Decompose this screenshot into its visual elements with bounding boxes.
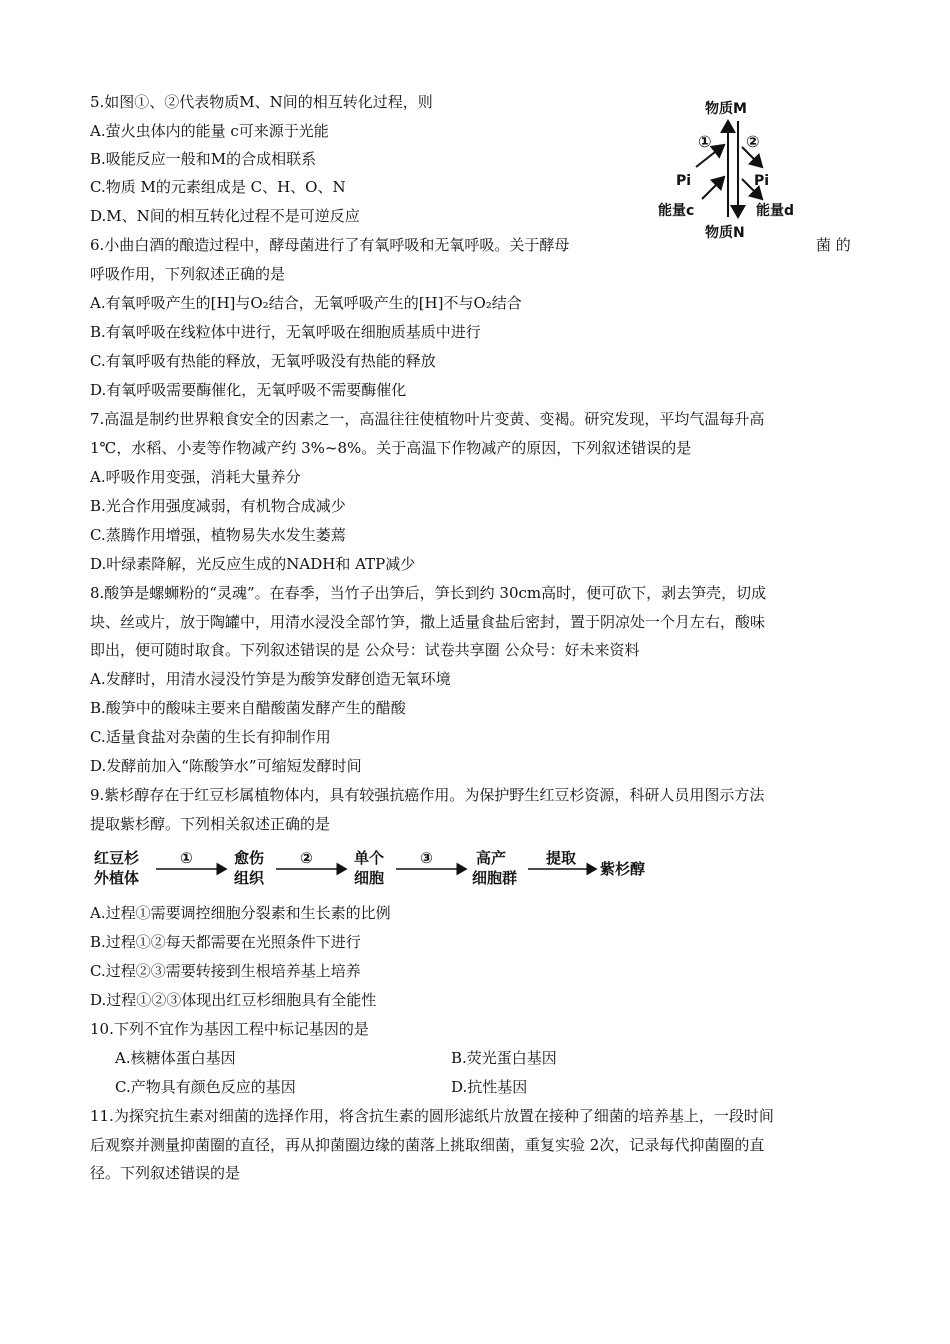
- q6-stem-line1-left: 6.小曲白酒的酿造过程中，酵母菌进行了有氧呼吸和无氧呼吸。关于酵母: [90, 236, 570, 254]
- flow-node-2b: 组织: [234, 869, 265, 887]
- q8-stem-line1: 8.酸笋是螺蛳粉的“灵魂”。在春季，当竹子出笋后，笋长到约 30cm高时，便可砍下，剥去笋壳，切成: [90, 584, 767, 602]
- q10-stem: 10.下列不宜作为基因工程中标记基因的是: [90, 1020, 369, 1038]
- fig-label-1: ①: [698, 132, 712, 151]
- q8-option-d: D.发酵前加入“陈酸笋水”可缩短发酵时间: [90, 757, 362, 775]
- q9-option-c: C.过程②③需要转接到生根培养基上培养: [90, 962, 361, 980]
- q8-stem-line2: 块、丝或片，放于陶罐中，用清水浸没全部竹笋，撒上适量食盐后密封，置于阴凉处一个月左右，酸味: [90, 613, 766, 631]
- q9-option-a: A.过程①需要调控细胞分裂素和生长素的比例: [90, 904, 391, 922]
- q5-option-c: C.物质 M的元素组成是 C、H、O、N: [90, 178, 346, 196]
- q5-stem: 5.如图①、②代表物质M、N间的相互转化过程，则: [90, 93, 433, 111]
- flow-step-2: ②: [300, 849, 313, 867]
- q8-option-c: C.适量食盐对杂菌的生长有抑制作用: [90, 728, 331, 746]
- flow-node-1b: 外植体: [94, 869, 140, 887]
- q6-option-b: B.有氧呼吸在线粒体中进行，无氧呼吸在细胞质基质中进行: [90, 323, 481, 341]
- q7-option-b: B.光合作用强度减弱，有机物合成减少: [90, 497, 346, 515]
- flow-step-1: ①: [180, 849, 193, 867]
- q6-stem-line1-right: 菌 的: [816, 236, 851, 254]
- q6-stem-line2: 呼吸作用，下列叙述正确的是: [90, 265, 286, 283]
- flow-node-5: 紫杉醇: [600, 860, 646, 878]
- q6-option-c: C.有氧呼吸有热能的释放，无氧呼吸没有热能的释放: [90, 352, 436, 370]
- fig-energy-c: 能量c: [658, 203, 695, 219]
- q8-option-a: A.发酵时，用清水浸没竹笋是为酸笋发酵创造无氧环境: [90, 670, 451, 688]
- flow-step-4: 提取: [546, 849, 577, 867]
- q8-option-b: B.酸笋中的酸味主要来自醋酸菌发酵产生的醋酸: [90, 699, 406, 717]
- q6-option-a: A.有氧呼吸产生的[H]与O₂结合，无氧呼吸产生的[H]不与O₂结合: [90, 294, 522, 312]
- q9-flow-diagram: [92, 845, 662, 889]
- q9-option-d: D.过程①②③体现出红豆杉细胞具有全能性: [90, 991, 377, 1009]
- fig-pi-right: Pi: [754, 173, 770, 189]
- q11-stem-line3: 径。下列叙述错误的是: [90, 1164, 241, 1182]
- fig-energy-c-arrow: [702, 177, 724, 199]
- flow-step-3: ③: [420, 849, 433, 867]
- q10-option-d: D.抗性基因: [451, 1078, 528, 1096]
- q7-option-c: C.蒸腾作用增强，植物易失水发生萎蔫: [90, 526, 346, 544]
- fig-material-m: 物质M: [705, 101, 747, 117]
- q5-option-a: A.萤火虫体内的能量 c可来源于光能: [90, 122, 329, 140]
- q5-option-d: D.M、N间的相互转化过程不是可逆反应: [90, 207, 360, 225]
- q11-stem-line1: 11.为探究抗生素对细菌的选择作用，将含抗生素的圆形滤纸片放置在接种了细菌的培养基上，一段时间: [90, 1107, 774, 1125]
- q10-option-b: B.荧光蛋白基因: [451, 1049, 557, 1067]
- fig-energy-d: 能量d: [756, 203, 795, 219]
- q5-figure-mn-conversion: [650, 95, 830, 245]
- q11-stem-line2: 后观察并测量抑菌圈的直径，再从抑菌圈边缘的菌落上挑取细菌，重复实验 2次，记录每代抑菌圈的直: [90, 1136, 765, 1154]
- q9-stem-line1: 9.紫杉醇存在于红豆杉属植物体内，具有较强抗癌作用。为保护野生红豆杉资源，科研人员用图示方法: [90, 786, 765, 804]
- flow-node-3b: 细胞: [354, 869, 385, 887]
- q7-stem-line2: 1℃，水稻、小麦等作物减产约 3%~8%。关于高温下作物减产的原因，下列叙述错误的是: [90, 439, 692, 457]
- q10-option-c: C.产物具有颜色反应的基因: [115, 1078, 296, 1096]
- q7-option-a: A.呼吸作用变强，消耗大量养分: [90, 468, 301, 486]
- flow-node-4a: 高产: [476, 849, 507, 867]
- q9-option-b: B.过程①②每天都需要在光照条件下进行: [90, 933, 361, 951]
- q9-stem-line2: 提取紫杉醇。下列相关叙述正确的是: [90, 815, 331, 833]
- flow-node-1a: 红豆杉: [94, 849, 140, 867]
- flow-node-4b: 细胞群: [472, 869, 518, 887]
- q10-option-a: A.核糖体蛋白基因: [115, 1049, 236, 1067]
- fig-material-n: 物质N: [705, 225, 745, 241]
- fig-pi-left: Pi: [676, 173, 692, 189]
- q8-stem-line3: 即出，便可随时取食。下列叙述错误的是 公众号：试卷共享圈 公众号：好未来资料: [90, 641, 640, 659]
- q6-option-d: D.有氧呼吸需要酶催化，无氧呼吸不需要酶催化: [90, 381, 407, 399]
- fig-label-2: ②: [746, 132, 760, 151]
- q5-option-b: B.吸能反应一般和M的合成相联系: [90, 150, 317, 168]
- flow-node-3a: 单个: [354, 849, 385, 867]
- flow-node-2a: 愈伤: [234, 849, 265, 867]
- q7-option-d: D.叶绿素降解，光反应生成的NADH和 ATP减少: [90, 555, 416, 573]
- q7-stem-line1: 7.高温是制约世界粮食安全的因素之一，高温往往使植物叶片变黄、变褐。研究发现，平均气温每升高: [90, 410, 765, 428]
